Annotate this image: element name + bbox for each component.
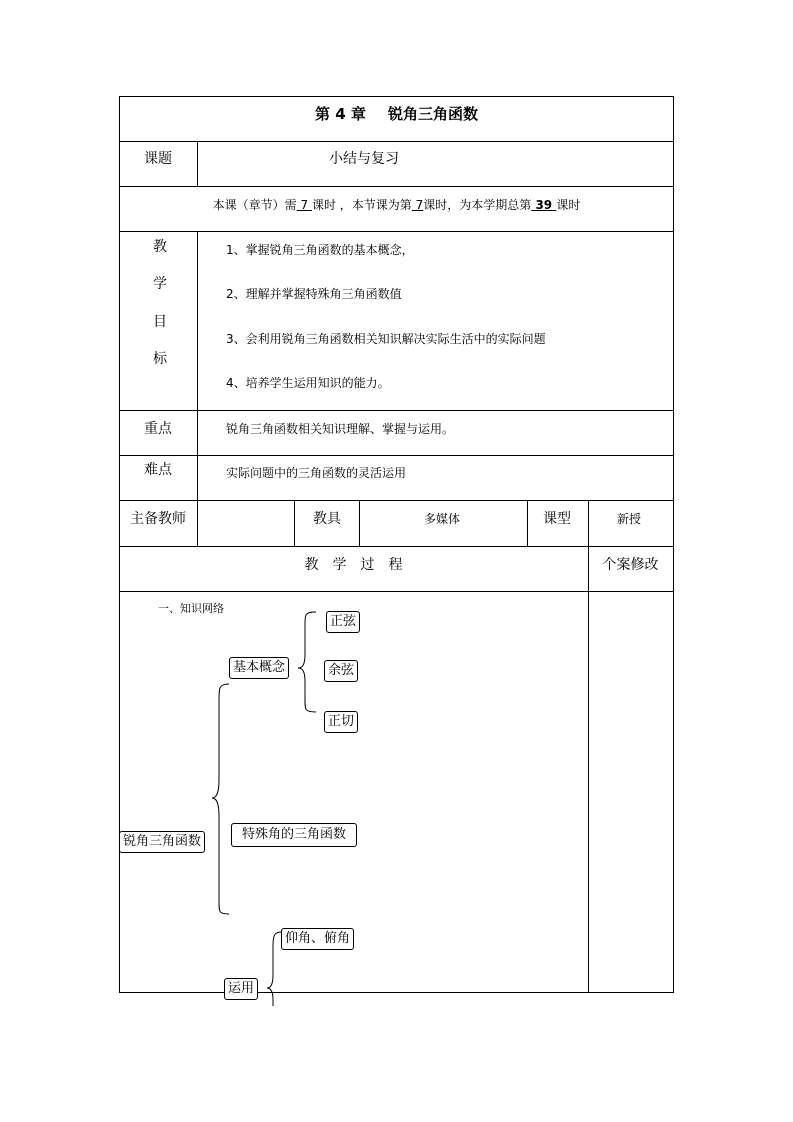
hours-text-2: 课时 ，本节课为第 xyxy=(311,198,412,212)
objective-item: 1、掌握锐角三角函数的基本概念， xyxy=(226,243,414,257)
teacher-label: 主备教师 xyxy=(130,511,186,527)
process-header: 教 学 过 程 xyxy=(304,557,403,573)
topic-value: 小结与复习 xyxy=(329,151,399,167)
tools-value: 多媒体 xyxy=(424,512,461,526)
difficulty-label: 难点 xyxy=(144,462,172,478)
chapter-name: 锐角三角函数 xyxy=(387,105,478,123)
map-node-special-angles: 特殊角的三角函数 xyxy=(231,823,357,847)
chapter-number: 第 4 章 xyxy=(315,105,366,123)
objective-item: 2、理解并掌握特殊角三角函数值 xyxy=(226,287,402,301)
objective-item: 3、会利用锐角三角函数相关知识解决实际生活中的实际问题 xyxy=(226,332,546,346)
map-node-elevation: 仰角、俯角 xyxy=(281,928,354,950)
objective-item: 4、培养学生运用知识的能力。 xyxy=(226,376,390,390)
hours-text-3: 课时，为本学期总第 xyxy=(423,198,532,212)
type-label: 课型 xyxy=(543,511,571,527)
brace-basic-concepts xyxy=(298,612,316,712)
type-value: 新授 xyxy=(617,512,642,526)
hours-text-4: 课时 xyxy=(556,198,581,212)
objectives-label-char: 目 xyxy=(153,314,167,330)
hours-current: 7 xyxy=(415,198,424,212)
tools-label: 教具 xyxy=(313,511,341,527)
revision-header: 个案修改 xyxy=(602,557,659,573)
map-node-application: 运用 xyxy=(224,978,258,1000)
knowledge-section-title: 一、知识网络 xyxy=(158,602,224,615)
map-node-tangent: 正切 xyxy=(324,711,358,733)
map-node-root: 锐角三角函数 xyxy=(119,831,205,853)
objectives-label-char: 标 xyxy=(153,351,167,367)
map-node-sine: 正弦 xyxy=(326,611,360,633)
hours-total: 7 xyxy=(300,198,309,212)
objectives-label-char: 教 xyxy=(153,239,167,255)
key-point-label: 重点 xyxy=(144,421,172,437)
brace-application xyxy=(267,932,282,1006)
map-node-basic-concepts: 基本概念 xyxy=(229,657,289,679)
key-point-value: 锐角三角函数相关知识理解、掌握与运用。 xyxy=(226,422,455,436)
objectives-label-char: 学 xyxy=(153,276,167,292)
hours-text-1: 本课（章节）需 xyxy=(212,198,297,212)
brace-root xyxy=(212,684,229,914)
hours-semester: 39 xyxy=(535,198,553,212)
topic-label: 课题 xyxy=(144,151,172,167)
map-node-cosine: 余弦 xyxy=(324,660,358,682)
difficulty-value: 实际问题中的三角函数的灵活运用 xyxy=(226,466,407,480)
